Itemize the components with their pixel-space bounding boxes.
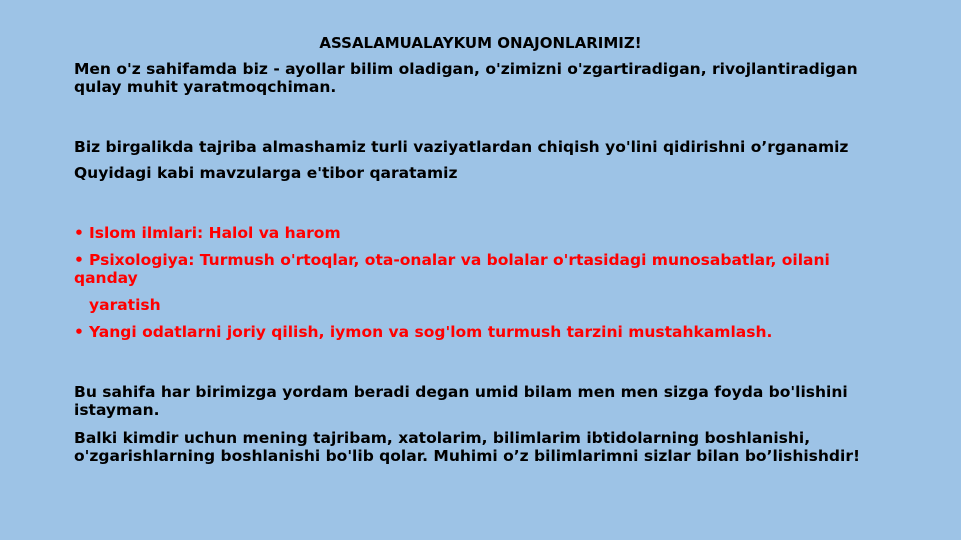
topic-item-label: Psixologiya: Turmush o'rtoqlar, ota-onalar va bolalar o'rtasidagi munosabatlar, oilani <box>89 251 830 269</box>
closing-line-1: Bu sahifa har birimizga yordam beradi degan umid bilam men men sizga foyda bo'lishini <box>74 383 848 401</box>
topic-item-label: Islom ilmlari: Halol va harom <box>89 224 341 242</box>
topic-item-psixologiya-cont-2: yaratish <box>89 296 161 314</box>
closing-line-4: o'zgarishlarning boshlanishi bo'lib qolar. Muhimi o’z bilimlarimni sizlar bilan bo’lishishdir! <box>74 447 861 465</box>
bullet-icon: • <box>74 224 84 242</box>
topic-item-psixologiya-cont: qanday <box>74 269 138 287</box>
bullet-icon: • <box>74 323 84 341</box>
exchange-line-2: Quyidagi kabi mavzularga e'tibor qaratamiz <box>74 164 458 182</box>
bullet-icon: • <box>74 251 84 269</box>
intro-line-1: Men o'z sahifamda biz - ayollar bilim oladigan, o'zimizni o'zgartiradigan, rivojlantiradigan <box>74 60 858 78</box>
page-title: ASSALAMUALAYKUM ONAJONLARIMIZ! <box>319 34 642 52</box>
topic-item-odatlar <box>74 324 772 340</box>
closing-line-2: istayman. <box>74 401 160 419</box>
topic-item-islom <box>74 225 341 241</box>
topic-item-label: Yangi odatlarni joriy qilish, iymon va sog'lom turmush tarzini mustahkamlash. <box>89 323 773 341</box>
intro-line-2: qulay muhit yaratmoqchiman. <box>74 78 337 96</box>
topic-item-psixologiya <box>74 252 830 268</box>
closing-line-3: Balki kimdir uchun mening tajribam, xatolarim, bilimlarim ibtidolarning boshlanishi, <box>74 429 811 447</box>
exchange-line-1: Biz birgalikda tajriba almashamiz turli vaziyatlardan chiqish yo'lini qidirishni o’rganamiz <box>74 138 849 156</box>
